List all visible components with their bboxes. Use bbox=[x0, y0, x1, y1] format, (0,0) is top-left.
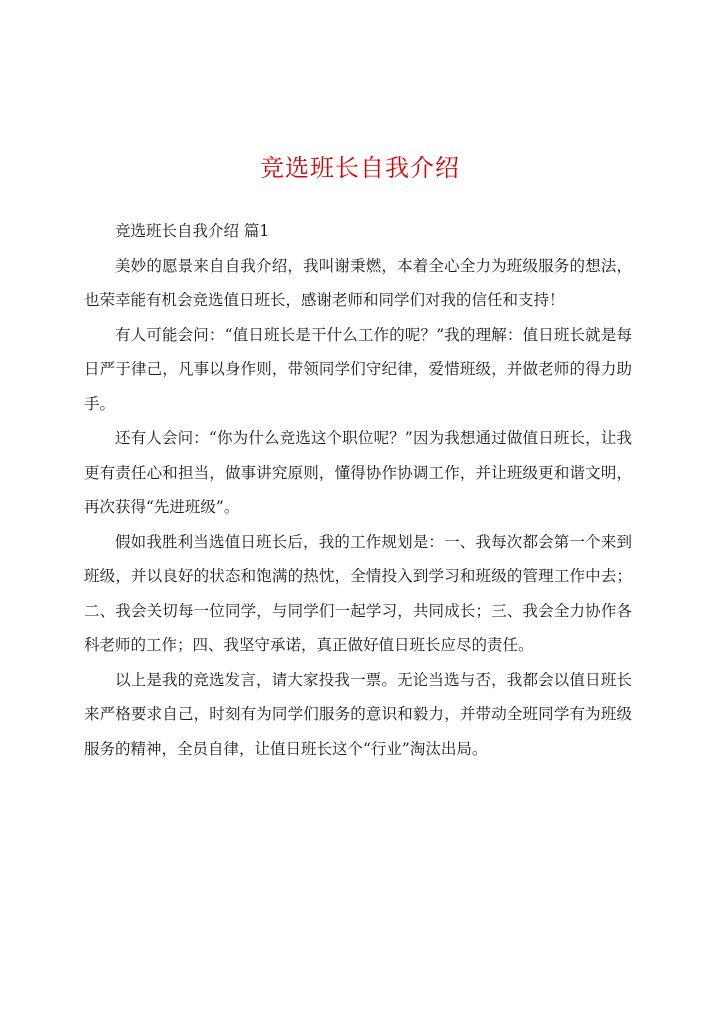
paragraph-reason: 还有人会问：“你为什么竞选这个职位呢？”因为我想通过做值日班长，让我更有责任心和担当，做事讲究原则，懂得协作协调工作，并让班级更和谐文明，再次获得“先进班级”。 bbox=[84, 429, 632, 516]
paragraph-plan: 假如我胜利当选值日班长后，我的工作规划是：一、我每次都会第一个来到班级，并以良好的状态和饱满的热忱，全情投入到学习和班级的管理工作中去；二、我会关切每一位同学，与同学们一起学习，共同成长；三、我会全力协作各科老师的工作；四、我坚守承诺，真正做好值日班长应尽的责任。 bbox=[84, 532, 632, 654]
paragraph-role: 有人可能会问：“值日班长是干什么工作的呢？”我的理解：值日班长就是每日严于律己，凡事以身作则，带领同学们守纪律，爱惜班级，并做老师的得力助手。 bbox=[84, 325, 632, 413]
document-title: 竞选班长自我介绍 bbox=[260, 154, 460, 182]
paragraph-closing: 以上是我的竞选发言，请大家投我一票。无论当选与否，我都会以值日班长来严格要求自己，时刻有为同学们服务的意识和毅力，并带动全班同学有为班级服务的精神，全员自律，让值日班长这个“行业”淘汰出局。 bbox=[84, 670, 632, 758]
document-body bbox=[84, 214, 632, 766]
paragraph-intro: 美妙的愿景来自自我介绍，我叫谢秉燃，本着全心全力为班级服务的想法，也荣幸能有机会竞选值日班长，感谢老师和同学们对我的信任和支持！ bbox=[84, 256, 632, 309]
section-heading: 竞选班长自我介绍 篇1 bbox=[115, 222, 270, 240]
